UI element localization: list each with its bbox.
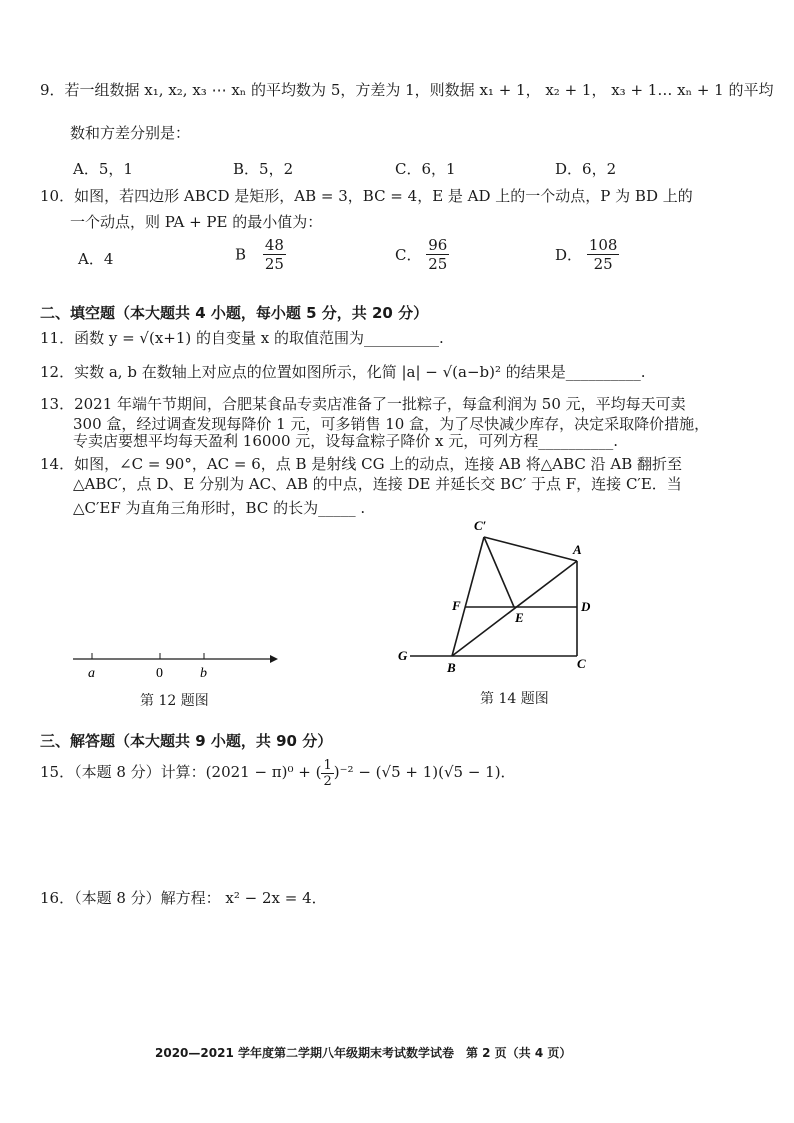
q14-line3: △C′EF 为直角三角形时，BC 的长为_____ .: [73, 499, 366, 517]
label-b: B: [447, 660, 456, 675]
fig14-caption: 第 14 题图: [480, 691, 549, 707]
q10-line1: 10．如图，若四边形 ABCD 是矩形，AB = 3，BC = 4，E 是 AD 上的一个动点，P 为 BD 上的: [40, 187, 693, 205]
label-0: 0: [156, 666, 163, 681]
q10-line2: 一个动点，则 PA + PE 的最小值为：: [70, 213, 323, 231]
label-a: A: [573, 542, 582, 557]
q10-option-c-numerator: 96: [428, 236, 448, 254]
q10-option-c-denominator: 25: [428, 255, 448, 273]
q10-option-d-numerator: 108: [588, 236, 618, 254]
fig12-number-line: [65, 645, 285, 685]
q10-option-b: [235, 236, 286, 273]
fig12-caption: 第 12 题图: [140, 693, 209, 709]
q13-line3: 专卖店要想平均每天盈利 16000 元，设每盒粽子降价 x 元，可列方程__________.: [73, 432, 619, 450]
label-c: C: [577, 656, 586, 671]
segment-c1a: [484, 537, 577, 561]
label-g: G: [398, 648, 408, 663]
q14-line2: △ABC′，点 D、E 分别为 AC、AB 的中点，连接 DE 并延长交 BC′ 于点 F，连接 C′E．当: [73, 475, 682, 493]
section-3-title: 三、解答题（本大题共 9 小题，共 90 分）: [40, 732, 333, 750]
page-footer: 2020—2021 学年度第二学期八年级期末考试数学试卷 第 2 页（共 4 页）: [155, 1046, 572, 1060]
q15-fraction-denominator: 2: [323, 773, 332, 789]
label-f: F: [452, 598, 461, 613]
q13-line2: 300 盒，经过调查发现每降价 1 元，可多销售 10 盒，为了尽快减少库存，决定采取降价措施，: [73, 415, 710, 433]
segment-c1b: [452, 537, 484, 656]
q15-text: [40, 755, 516, 789]
q10-option-b-denominator: 25: [264, 255, 284, 273]
q15-fraction-numerator: 1: [323, 757, 332, 773]
q9-option-a: A．5，1: [73, 160, 133, 178]
q10-option-b-fraction: [263, 236, 286, 273]
q10-option-b-label: B: [235, 245, 247, 264]
q10-option-d-denominator: 25: [593, 255, 613, 273]
label-c-prime: C′: [474, 518, 487, 533]
q13-line1: 13．2021 年端午节期间，合肥某食品专卖店准备了一批粽子，每盒利润为 50 元，平均每天可卖: [40, 395, 686, 413]
q10-option-b-numerator: 48: [264, 236, 284, 254]
q14-line1: 14．如图，∠C = 90°，AC = 6，点 B 是射线 CG 上的动点，连接 AB 将△ABC 沿 AB 翻折至: [40, 455, 683, 473]
q10-option-a: A．4: [78, 250, 114, 268]
q15-fraction: [321, 758, 333, 789]
number-line-arrow: [270, 655, 278, 663]
q9-option-c: C．6，1: [395, 160, 456, 178]
q12-text: 12．实数 a, b 在数轴上对应点的位置如图所示，化简 |a| − √(a−b)² 的结果是__________.: [40, 363, 646, 381]
q15-prefix: 15．（本题 8 分）计算：(2021 − π)⁰ + (: [40, 763, 322, 781]
label-e: E: [515, 610, 524, 625]
segment-c1e: [484, 537, 514, 607]
q15-suffix: )⁻² − (√5 + 1)(√5 − 1)．: [333, 763, 516, 781]
q10-option-c-label: C．: [395, 246, 422, 264]
q9-line1: 9．若一组数据 x₁, x₂, x₃ ⋯ xₙ 的平均数为 5，方差为 1，则数据 x₁ + 1， x₂ + 1， x₃ + 1… xₙ + 1 的平均: [40, 81, 774, 99]
q9-line2: 数和方差分别是：: [70, 124, 191, 142]
q10-option-c: [395, 236, 449, 273]
segment-ab: [452, 561, 577, 656]
q11-text: 11．函数 y = √(x+1) 的自变量 x 的取值范围为__________.: [40, 329, 444, 347]
q10-option-d: [555, 236, 619, 273]
q9-option-d: D．6，2: [555, 160, 617, 178]
label-a: a: [88, 666, 95, 681]
fig14-geometry: [395, 515, 605, 675]
q16-text: 16．（本题 8 分）解方程： x² − 2x = 4．: [40, 889, 327, 907]
label-b: b: [200, 666, 207, 681]
q10-option-d-label: D．: [555, 246, 583, 264]
q10-option-d-fraction: [587, 236, 620, 273]
section-2-title: 二、填空题（本大题共 4 小题，每小题 5 分，共 20 分）: [40, 304, 429, 322]
label-d: D: [581, 599, 591, 614]
q10-option-c-fraction: [426, 236, 449, 273]
q9-option-b: B．5，2: [233, 160, 294, 178]
